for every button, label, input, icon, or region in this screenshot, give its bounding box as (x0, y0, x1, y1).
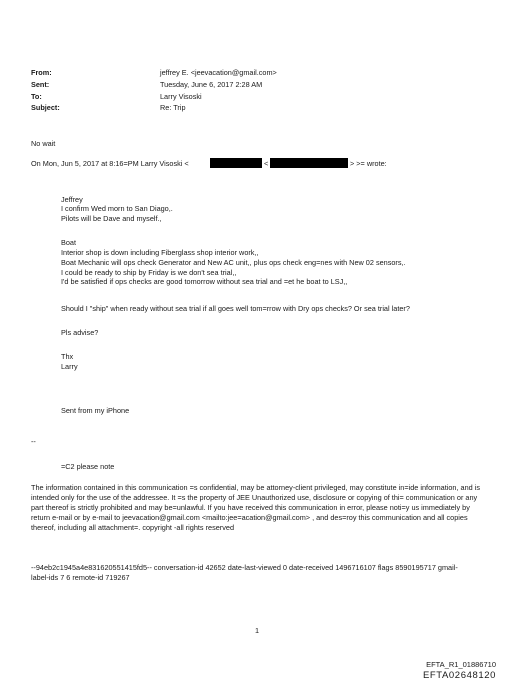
quoted-line: Jeffrey (61, 195, 83, 204)
reply-text: No wait (31, 139, 56, 148)
message-metadata: --94eb2c1945a4e831620551415fd5-- conversation-id 42652 date-last-viewed 0 date-received 1496716107 flags 8590195717 gmail-label-ids 7 6 remote-id 719267 (31, 563, 458, 582)
quoted-line: Pilots will be Dave and myself., (61, 214, 162, 223)
page-number: 1 (255, 626, 260, 635)
sent-label: Sent: (31, 80, 50, 89)
redaction-bar (210, 158, 262, 168)
note-line: =C2 please note (61, 462, 115, 471)
quoted-line: Sent from my iPhone (61, 406, 130, 415)
footer-id-secondary: EFTA02648120 (422, 670, 496, 681)
quote-intro-prefix: On Mon, Jun 5, 2017 at 8:16=PM Larry Visoski < (31, 159, 189, 168)
sent-value: Tuesday, June 6, 2017 2:28 AM (160, 80, 263, 89)
signature-separator: -- (31, 437, 36, 446)
quoted-line: Larry (61, 362, 78, 371)
quoted-line: I could be ready to ship by Friday is we don't sea trial,, (61, 268, 237, 277)
redaction-bar (270, 158, 348, 168)
from-value: jeffrey E. <jeevacation@gmail.com> (160, 68, 277, 77)
quoted-line: I confirm Wed morn to San Diago,. (61, 204, 173, 213)
quoted-line: Pls advise? (61, 328, 99, 337)
quoted-line: Boat (61, 238, 77, 247)
quoted-line: I'd be satisfied if ops checks are good tomorrow without sea trial and =et he boat to LSJ,, (61, 277, 348, 286)
confidentiality-disclaimer: The information contained in this communication =s confidential, may be attorney-client privileged, may constitute in=ide information, and is intended only for the use of the addressee. It =s the property of JEE Unauthorized use, disclosure or copying of thi= communication or any part thereof is strictly prohibited and may be=unlawful. If you have received this communication in error, please noti=y us immediately by return e-mail or by e-mail to jeevacation@gmail.com <mailto:jee=acation@gmail.com> , and des=roy this communication and all copies thereof, including all attachment=. copyright -all rights reserved (31, 483, 480, 532)
quote-intro-mid: < (264, 159, 269, 168)
footer-id-primary: EFTA_R1_01886710 (426, 660, 496, 669)
from-label: From: (31, 68, 52, 77)
quoted-line: Thx (61, 352, 74, 361)
quoted-line: Should I "ship" when ready without sea trial if all goes well tom=rrow with Dry ops checks? Or sea trial later? (61, 304, 410, 313)
quoted-line: Interior shop is down including Fiberglass shop interior work,, (61, 248, 259, 257)
to-label: To: (31, 92, 42, 101)
to-value: Larry Visoski (160, 92, 202, 101)
subject-value: Re: Trip (160, 103, 186, 112)
quote-intro-suffix: > >= wrote: (350, 159, 387, 168)
quoted-line: Boat Mechanic will ops check Generator and New AC unit,, plus ops check eng=nes with New 02 sensors,. (61, 258, 406, 267)
subject-label: Subject: (31, 103, 60, 112)
